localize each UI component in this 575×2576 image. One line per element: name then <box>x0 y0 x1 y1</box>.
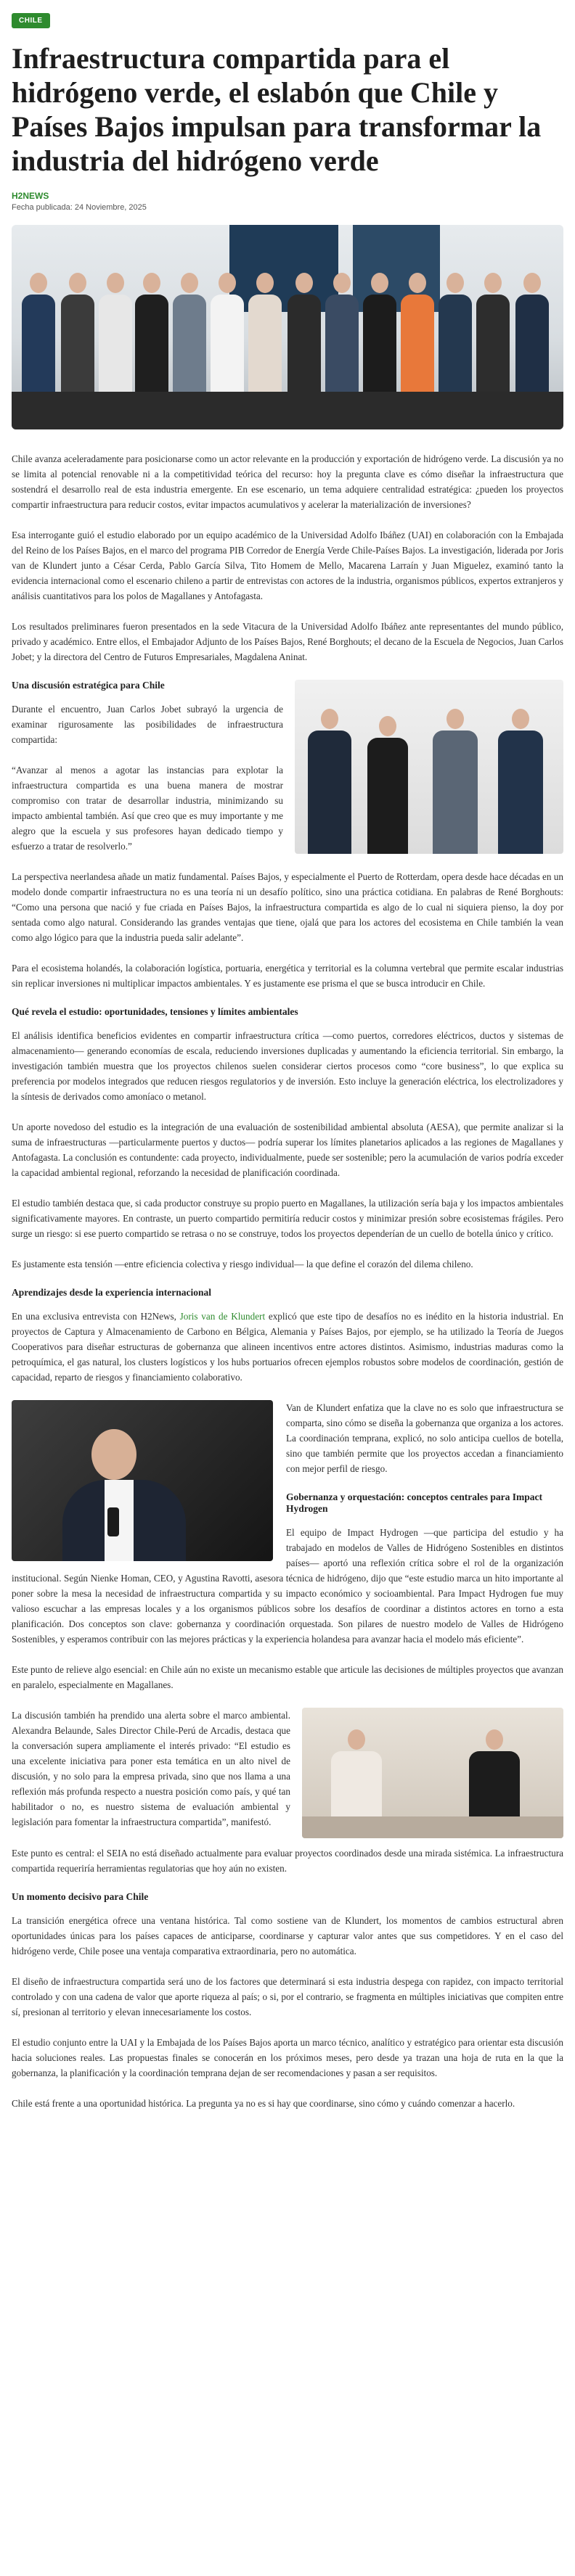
panel-photo <box>295 680 563 854</box>
article-paragraph: Este punto de relieve algo esencial: en Chile aún no existe un mecanismo estable que articule las decisiones de múltiples proyectos que avanzan en paralelo, especialmente en Magallanes. <box>12 1664 563 1690</box>
article-paragraph: Durante el encuentro, Juan Carlos Jobet subrayó la urgencia de examinar rigurosamente las posibilidades de infraestructura compartida: <box>12 704 283 745</box>
paragraph-text: explicó que este tipo de desafíos no es inédito en la historia industrial. En proyectos de Captura y Almacenamiento de Carbono en Bélgica, Alemania y Países Bajos, por ejemplo, se ha utilizado la Teoría de Juegos Cooperativos para diseñar estructuras de gobernanza que alineen incentivos entre actores distintos. Asimismo, industrias maduras como la petroquímica, el gas natural, los clusters logísticos y los hubs portuarios ofrecen ejemplos robustos sobre modelos de coordinación, gestión de capacidad, reparto de riesgos y financiamiento colaborativo. <box>12 1311 563 1383</box>
article-paragraph: Chile avanza aceleradamente para posicionarse como un actor relevante en la producción y exportación de hidrógeno verde. La discusión ya no se limita al potencial renovable ni a la competitividad teórica del recurso: hoy la pregunta clave es cómo diseñar la infraestructura que sostendrá el desarrollo real de esta industria emergente. En ese escenario, un tema adquiere centralidad estratégica: ¿pueden los proyectos compartir infraestructura para reducir costos, evitar impactos acumulativos y acelerar la materialización de inversiones? <box>12 453 563 510</box>
section-heading: Una discusión estratégica para Chile <box>12 680 165 691</box>
article-paragraph: El diseño de infraestructura compartida será uno de los factores que determinará si esta industria despega con rapidez, con impacto territorial controlado y con una cadena de valor que aporte riqueza al país; o si, por el contrario, se fragmenta en múltiples iniciativas que compiten entre sí, presionan al territorio y elevan innecesariamente los costos. <box>12 1976 563 2017</box>
article-paragraph: Es justamente esta tensión —entre eficiencia colectiva y riesgo individual— la que define el corazón del dilema chileno. <box>12 1259 473 1270</box>
article-paragraph: El estudio también destaca que, si cada productor construye su propio puerto en Magallanes, la utilización sería baja y los impactos ambientales significativamente mayores. En contraste, un puerto compartido permitiría reducir costos y minimizar presión sobre ecosistemas frágiles. Pero surge un riesgo: si ese puerto compartido se retrasa o no se construye, todos los proyectos dependerían de un cuello de botella único y crítico. <box>12 1198 563 1239</box>
article-paragraph: Esa interrogante guió el estudio elaborado por un equipo académico de la Universidad Adolfo Ibáñez (UAI) en colaboración con la Embajada del Reino de los Países Bajos, en el marco del programa PIB Corredor de Energía Verde Chile-Países Bajos. La investigación, liderada por Joris van de Klundert junto a César Cerda, Pablo García Silva, Tito Homem de Mello, Macarena Larraín y Juan Miguelez, examinó tanto la evidencia internacional como el escenario chileno a partir de entrevistas con actores de la industria, organismos públicos, expertos extranjeros y análisis cuantitativos para los polos de Magallanes y Antofagasta. <box>12 530 563 601</box>
microphone-icon <box>107 1507 119 1536</box>
article-paragraph: La transición energética ofrece una ventana histórica. Tal como sostiene van de Klundert, los momentos de cambios estructural abren oportunidades únicas para los países capaces de anticiparse, coordinarse y capturar valor antes que sus competidores. Y en el caso del hidrógeno verde, Chile posee una ventaja comparativa extraordinaria, pero no automática. <box>12 1915 563 1956</box>
article-paragraph: Los resultados preliminares fueron presentados en la sede Vitacura de la Universidad Adolfo Ibáñez ante representantes del mundo público, privado y académico. Entre ellos, el Embajador Adjunto de los Países Bajos, René Borghouts; el decano de la Escuela de Negocios, Juan Carlos Jobet; y la directora del Centro de Futuros Empresariales, Magdalena Aninat. <box>12 621 563 662</box>
article-paragraph: La discusión también ha prendido una alerta sobre el marco ambiental. Alexandra Belaunde, Sales Director Chile-Perú de Arcadis, destaca que la conversación supera ampliamente el interés privado: “El estudio es una excelente iniciativa para poner esta temática en un alto nivel de discusión, y no solo para la empresa privada, sino que nos llama a una reflexión más profunda respecto a nuestra posición como país, y qué tan habilitador o no, es nuestro sistema de evaluación ambiental y legislación para fomentar la infraestructura compartida”, manifestó. <box>12 1710 290 1827</box>
category-badge[interactable]: CHILE <box>12 13 50 28</box>
section-heading: Un momento decisivo para Chile <box>12 1891 149 1902</box>
article-author[interactable]: H2NEWS <box>12 191 49 201</box>
article-paragraph: Para el ecosistema holandés, la colaboración logística, portuaria, energética y territorial es la columna vertebral que permite escalar industrias sin replicar inversiones ni multiplicar impactos ambientales. Y es justamente ese prisma el que se busca introducir en Chile. <box>12 963 563 989</box>
article-paragraph: La perspectiva neerlandesa añade un matiz fundamental. Países Bajos, y especialmente el Puerto de Rotterdam, opera desde hace décadas en un modelo donde compartir infraestructura no es una teoría ni un desafío político, sino una práctica cotidiana. En palabras de René Borghouts: “Como una persona que nació y fue criada en Países Bajos, la infraestructura compartida es algo de lo cual ni siquiera pienso, la doy por sentada como algo natural. Considerando las grandes ventajas que tiene, ojalá que para los actores del ecosistema en Chile también la vean como algo lógico para que la industria pueda salir adelante”. <box>12 871 563 943</box>
article-quote: “Avanzar al menos a agotar las instancias para explotar la infraestructura compartida es una buena manera de mostrar compromiso con tratar de desarrollar industria, minimizando su impacto ambiental también. Así que creo que es muy importante y me alegro que la escuela y sus profesores hayan dedicado tiempo y esfuerzo a tratar de resolverlo.” <box>12 765 283 852</box>
publish-date: Fecha publicada: 24 Noviembre, 2025 <box>12 203 147 212</box>
article-title: Infraestructura compartida para el hidrógeno verde, el eslabón que Chile y Países Bajos impulsan para transformar la industria del hidrógeno verde <box>12 42 542 177</box>
article-paragraph: El análisis identifica beneficios evidentes en compartir infraestructura crítica —como puertos, corredores eléctricos, ductos y sistemas de almacenamiento— generando economías de escala, reduciendo inversiones duplicadas y aumentando la eficiencia territorial. Sin embargo, la investigación también muestra que los proyectos chilenos suelen considerar ciertos procesos como “core business”, lo que explica su preferencia por modelos integrados que reducen riesgos regulatorios y de inversión. Esto incluye la generación eléctrica, los electrolizadores y la síntesis de derivados como amoníaco o metanol. <box>12 1030 563 1102</box>
hero-table <box>12 392 563 429</box>
article-paragraph: El estudio conjunto entre la UAI y la Embajada de los Países Bajos aporta un marco técnico, analítico y estratégico para orientar esta discusión hacia soluciones reales. Las propuestas finales se conocerán en los próximos meses, pero desde ya trazan una hoja de ruta en la que la gobernanza, la planificación y la coordinación temprana dejan de ser recomendaciones y pasan a ser requisitos. <box>12 2037 563 2078</box>
article-paragraph <box>12 1309 563 1385</box>
interview-photo <box>302 1708 563 1838</box>
article-paragraph: Un aporte novedoso del estudio es la integración de una evaluación de sostenibilidad ambiental absoluta (AESA), que permite analizar si la suma de infraestructuras —particularmente puertos y ductos— podría superar los límites planetarios aplicados a las regiones de Magallanes y Antofagasta. La conclusión es contundente: cada proyecto, individualmente, puede ser sostenible; pero la acumulación de varios podría exceder la capacidad ambiental regional, reforzando la necesidad de planificación coordinada. <box>12 1122 563 1178</box>
section-heading: Aprendizajes desde la experiencia internacional <box>12 1287 211 1298</box>
section-heading: Qué revela el estudio: oportunidades, tensiones y límites ambientales <box>12 1006 298 1017</box>
paragraph-text: En una exclusiva entrevista con H2News, <box>12 1311 180 1322</box>
section-heading: Gobernanza y orquestación: conceptos centrales para Impact Hydrogen <box>286 1491 542 1514</box>
article-paragraph: El equipo de Impact Hydrogen —que participa del estudio y ha trabajado en modelos de Valles de Hidrógeno Sostenibles en distintos países— aportó una reflexión crítica sobre el rol de la organización institucional. Según Nienke Homan, CEO, y Agustina Ravotti, asesora técnica de hidrógeno, dijo que “este estudio marca un hito importante al poner sobre la mesa la necesidad de infraestructura compartida y su impacto económico y socioambiental. Para Impact Hydrogen fue muy valioso escuchar a las empresas locales y a los organismos públicos sobre los desafíos de coordinar a distintos actores en torno a esta planificación. Dos conceptos son clave: gobernanza y coordinación orquestada. Son pilares de nuestro modelo de Valles de Hidrógeno Sostenibles, y esperamos contribuir con las mejores prácticas y la experiencia holandesa para avanzar hacia el modelo más eficiente”. <box>12 1527 563 1645</box>
hero-photo <box>12 225 563 429</box>
author-link[interactable]: Joris van de Klundert <box>179 1311 266 1322</box>
article-paragraph: Este punto es central: el SEIA no está diseñado actualmente para evaluar proyectos coordinados desde una mirada sistémica. La infraestructura compartida requeriría herramientas regulatorias que hoy aún no existen. <box>12 1848 563 1874</box>
hero-backdrop-banner <box>229 225 338 312</box>
speaker-photo <box>12 1400 273 1561</box>
article-paragraph: Van de Klundert enfatiza que la clave no es solo que infraestructura se comparta, sino cómo se diseña la gobernanza que organiza a los actores. La coordinación temprana, explicó, no solo anticipa cuellos de botella, sino que también permite que los proyectos accedan a financiamiento con mejor perfil de riesgo. <box>286 1402 563 1474</box>
article-paragraph: Chile está frente a una oportunidad histórica. La pregunta ya no es si hay que coordinarse, sino cómo y cuándo comenzar a hacerlo. <box>12 2098 515 2109</box>
